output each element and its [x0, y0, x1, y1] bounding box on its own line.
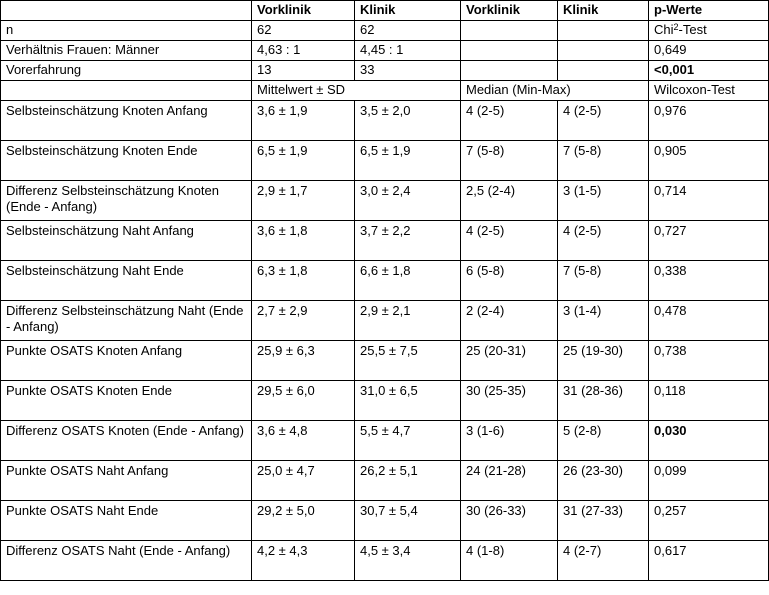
header-cell-empty: [1, 1, 252, 21]
cell-mean-klinik: 5,5 ± 4,7: [355, 421, 461, 461]
cell-median-klinik: 7 (5-8): [558, 261, 649, 301]
cell-median-klinik: 31 (27-33): [558, 501, 649, 541]
row-ratio: [1, 41, 769, 61]
cell-klinik: 33: [355, 61, 461, 81]
data-row: [1, 421, 769, 461]
cell-median-vorklinik: 2,5 (2-4): [461, 181, 558, 221]
header-p-werte: p-Werte: [649, 1, 769, 21]
cell-mean-klinik: 6,5 ± 1,9: [355, 141, 461, 181]
cell-p-value: 0,099: [649, 461, 769, 501]
row-label: Verhältnis Frauen: Männer: [1, 41, 252, 61]
cell-p-value: 0,738: [649, 341, 769, 381]
cell-vorklinik: 4,63 : 1: [252, 41, 355, 61]
cell-empty: [558, 21, 649, 41]
cell-mean-klinik: 4,5 ± 3,4: [355, 541, 461, 581]
cell-median-vorklinik: 3 (1-6): [461, 421, 558, 461]
row-label: Differenz Selbsteinschätzung Naht (Ende - Anfang): [1, 301, 252, 341]
cell-mean-vorklinik: 3,6 ± 1,8: [252, 221, 355, 261]
header-vorklinik: Vorklinik: [252, 1, 355, 21]
cell-mean-vorklinik: 25,9 ± 6,3: [252, 341, 355, 381]
cell-mean-vorklinik: 4,2 ± 4,3: [252, 541, 355, 581]
cell-empty: [558, 61, 649, 81]
cell-median-vorklinik: 25 (20-31): [461, 341, 558, 381]
data-row: [1, 501, 769, 541]
cell-mean-vorklinik: 6,5 ± 1,9: [252, 141, 355, 181]
cell-mean-vorklinik: 6,3 ± 1,8: [252, 261, 355, 301]
cell-median-vorklinik: 4 (1-8): [461, 541, 558, 581]
row-label: Differenz OSATS Knoten (Ende - Anfang): [1, 421, 252, 461]
row-label: Punkte OSATS Knoten Ende: [1, 381, 252, 421]
cell-median-klinik: 5 (2-8): [558, 421, 649, 461]
chi-sup: 2: [673, 22, 679, 32]
cell-median-vorklinik: 4 (2-5): [461, 101, 558, 141]
subheader-wilcoxon: Wilcoxon-Test: [649, 81, 769, 101]
cell-empty: [461, 61, 558, 81]
cell-median-klinik: 4 (2-5): [558, 101, 649, 141]
row-label: Punkte OSATS Naht Ende: [1, 501, 252, 541]
cell-vorklinik: 13: [252, 61, 355, 81]
data-row: [1, 381, 769, 421]
row-label: Selbsteinschätzung Naht Ende: [1, 261, 252, 301]
cell-mean-klinik: 6,6 ± 1,8: [355, 261, 461, 301]
subheader-median: Median (Min-Max): [461, 81, 649, 101]
subheader-mean-sd: Mittelwert ± SD: [252, 81, 461, 101]
cell-mean-vorklinik: 29,5 ± 6,0: [252, 381, 355, 421]
header-row: [1, 1, 769, 21]
data-row: [1, 461, 769, 501]
cell-p-value: 0,338: [649, 261, 769, 301]
cell-p-value: 0,118: [649, 381, 769, 421]
cell-mean-klinik: 25,5 ± 7,5: [355, 341, 461, 381]
cell-median-klinik: 3 (1-4): [558, 301, 649, 341]
subheader-cell-empty: [1, 81, 252, 101]
cell-median-klinik: 7 (5-8): [558, 141, 649, 181]
data-row: [1, 181, 769, 221]
cell-mean-klinik: 31,0 ± 6,5: [355, 381, 461, 421]
cell-median-vorklinik: 2 (2-4): [461, 301, 558, 341]
cell-empty: [461, 21, 558, 41]
row-label: Selbsteinschätzung Knoten Anfang: [1, 101, 252, 141]
cell-mean-vorklinik: 3,6 ± 4,8: [252, 421, 355, 461]
chi-suffix: -Test: [678, 22, 707, 37]
cell-p-value: 0,649: [649, 41, 769, 61]
cell-median-vorklinik: 6 (5-8): [461, 261, 558, 301]
cell-mean-klinik: 30,7 ± 5,4: [355, 501, 461, 541]
cell-median-vorklinik: 4 (2-5): [461, 221, 558, 261]
cell-p-value: 0,617: [649, 541, 769, 581]
cell-median-klinik: 31 (28-36): [558, 381, 649, 421]
header-vorklinik-2: Vorklinik: [461, 1, 558, 21]
row-label: Selbsteinschätzung Knoten Ende: [1, 141, 252, 181]
header-klinik-2: Klinik: [558, 1, 649, 21]
cell-median-klinik: 25 (19-30): [558, 341, 649, 381]
cell-p-value: 0,976: [649, 101, 769, 141]
data-row: [1, 141, 769, 181]
cell-median-klinik: 4 (2-5): [558, 221, 649, 261]
data-row: [1, 341, 769, 381]
cell-mean-klinik: 2,9 ± 2,1: [355, 301, 461, 341]
cell-median-klinik: 4 (2-7): [558, 541, 649, 581]
cell-median-vorklinik: 30 (25-35): [461, 381, 558, 421]
cell-mean-klinik: 26,2 ± 5,1: [355, 461, 461, 501]
cell-klinik: 4,45 : 1: [355, 41, 461, 61]
cell-p-value: 0,478: [649, 301, 769, 341]
row-label: Differenz OSATS Naht (Ende - Anfang): [1, 541, 252, 581]
data-row: [1, 541, 769, 581]
data-row: [1, 261, 769, 301]
cell-median-vorklinik: 7 (5-8): [461, 141, 558, 181]
row-n: [1, 21, 769, 41]
row-label: Vorerfahrung: [1, 61, 252, 81]
row-label: Punkte OSATS Naht Anfang: [1, 461, 252, 501]
data-row: [1, 301, 769, 341]
subheader-row: [1, 81, 769, 101]
cell-mean-vorklinik: 25,0 ± 4,7: [252, 461, 355, 501]
cell-median-klinik: 26 (23-30): [558, 461, 649, 501]
cell-median-vorklinik: 24 (21-28): [461, 461, 558, 501]
cell-klinik: 62: [355, 21, 461, 41]
row-label: n: [1, 21, 252, 41]
row-label: Differenz Selbsteinschätzung Knoten (Ende - Anfang): [1, 181, 252, 221]
row-label: Selbsteinschätzung Naht Anfang: [1, 221, 252, 261]
cell-mean-klinik: 3,0 ± 2,4: [355, 181, 461, 221]
chi-base: Chi: [654, 22, 674, 37]
cell-mean-klinik: 3,5 ± 2,0: [355, 101, 461, 141]
data-row: [1, 221, 769, 261]
cell-mean-vorklinik: 3,6 ± 1,9: [252, 101, 355, 141]
cell-p-value: 0,030: [649, 421, 769, 461]
cell-empty: [558, 41, 649, 61]
cell-mean-vorklinik: 29,2 ± 5,0: [252, 501, 355, 541]
cell-p-value: 0,714: [649, 181, 769, 221]
cell-mean-vorklinik: 2,9 ± 1,7: [252, 181, 355, 221]
cell-empty: [461, 41, 558, 61]
cell-mean-klinik: 3,7 ± 2,2: [355, 221, 461, 261]
cell-mean-vorklinik: 2,7 ± 2,9: [252, 301, 355, 341]
cell-p-value: 0,727: [649, 221, 769, 261]
row-vorerfahrung: [1, 61, 769, 81]
header-klinik: Klinik: [355, 1, 461, 21]
cell-p-value: 0,905: [649, 141, 769, 181]
cell-median-vorklinik: 30 (26-33): [461, 501, 558, 541]
cell-p-value: 0,257: [649, 501, 769, 541]
data-row: [1, 101, 769, 141]
row-label: Punkte OSATS Knoten Anfang: [1, 341, 252, 381]
cell-median-klinik: 3 (1-5): [558, 181, 649, 221]
cell-p-value: <0,001: [649, 61, 769, 81]
cell-chi-test: [649, 21, 769, 41]
cell-vorklinik: 62: [252, 21, 355, 41]
